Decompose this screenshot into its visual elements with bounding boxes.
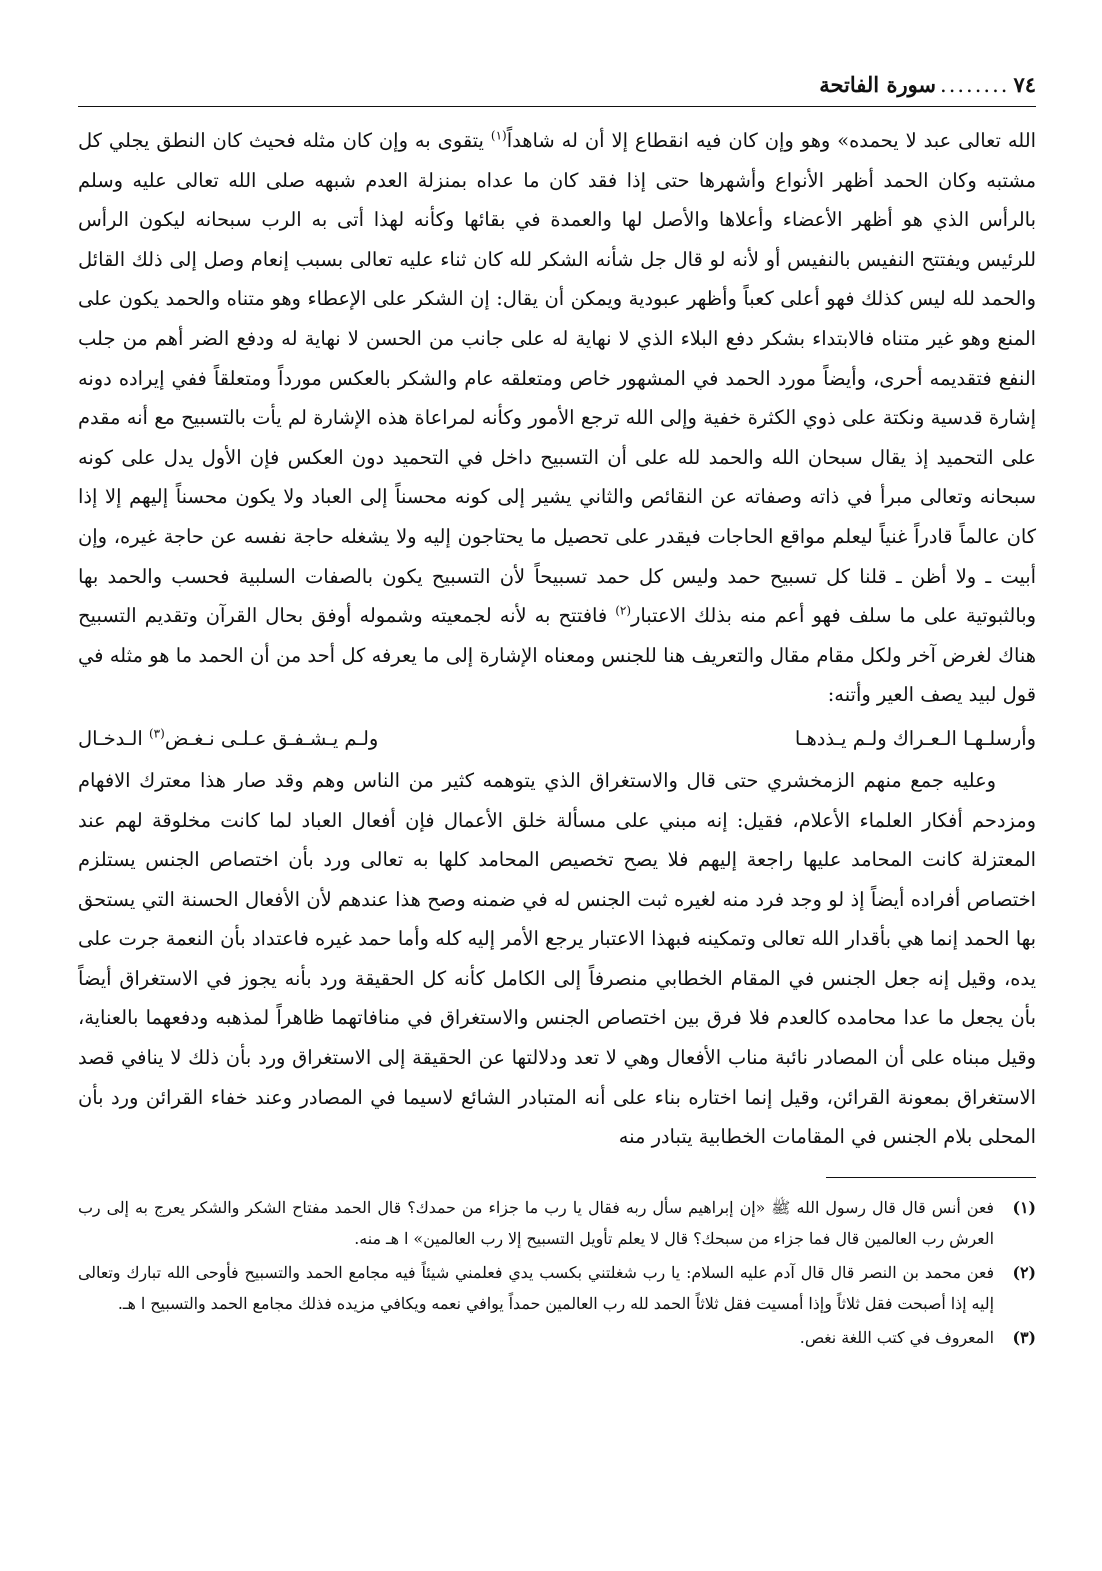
footnote [78, 1322, 1036, 1353]
surah-title: سورة الفاتحة [819, 72, 937, 97]
footnote-number: (١) [1012, 1197, 1036, 1217]
footnote-separator [826, 1177, 1036, 1178]
verse-text: ولـم يـشـفـق عـلـى نـغـض [164, 726, 379, 750]
paragraph: وعليه جمع منهم الزمخشري حتى قال والاستغراق الذي يتوهمه كثير من الناس وهم وقد صار هذا معترك الافهام ومزدحم أفكار العلماء الأعلام، فقيل: إنه مبني على مسألة خلق الأعمال فإن أفعال العباد لما كانت مخلوقة لهم عند المعتزلة كانت المحامد عليها راجعة إليهم فلا يصح تخصيص المحامد كلها به تعالى ورد بأن اختصاص الجنس يستلزم اختصاص أفراده أيضاً إذ لو وجد فرد منه لغيره ثبت الجنس له في ضمنه وصح هذا عندهم لأن الأفعال الحسنة التي يستحق بها الحمد إنما هي بأقدار الله تعالى وتمكينه فبهذا الاعتبار يرجع الأمر إليه كله وأما حمد غيره فاعتداد بأن النعمة جرت على يده، وقيل إنه جعل الجنس في المقام الخطابي منصرفاً إلى الكامل كأنه كل الحقيقة ورد بأنه يجوز في الاستغراق أيضاً بأن يجعل ما عدا محامده كالعدم فلا فرق بين اختصاص الجنس والاستغراق في منافاتهما ظاهراً لمذهبه ودفعهما بالعناية، وقيل مبناه على أن المصادر نائبة مناب الأفعال وهي لا تعد ودلالتها عن الحقيقة إلى الاستغراق ورد بأن ذلك لا ينافي قصد الاستغراق بمعونة القرائن، وقيل إنما اختاره بناء على أنه المتبادر الشائع لاسيما في المصادر وعند خفاء القرائن ورد بأن المحلى بلام الجنس في المقامات الخطابية يتبادر منه [78, 768, 1036, 1149]
paragraph-text: فافتتح به لأنه لجمعيته وشموله أوفق بحال القرآن وتقديم التسبيح هناك لغرض آخر ولكل مقام مقال والتعريف هنا للجنس ومعناه الإشارة إلى ما يعرفه كل أحد من أن الحمد ما هو مثله في قول لبيد يصف العير وأتنه: [78, 604, 1036, 707]
paragraph-text: يتقوى به وإن كان مثله فحيث كان النطق يجلي كل مشتبه وكان الحمد أظهر الأنواع وأشهرها حتى إذا فقد كان ما عداه بمنزلة العدم شبهه صلى الله تعالى عليه وسلم بالرأس الذي هو أظهر الأعضاء وأعلاها والأصل لها والعمدة في بقائها وكأنه لهذا أتى به الرب سبحانه ليكون الرأس للرئيس ويفتتح النفيس بالنفيس أو لأنه لو قال جل شأنه الشكر لله كان ثناء عليه تعالى بسبب إنعام وصل إلى ذلك القائل والحمد لله ليس كذلك فهو أعلى كعباً وأظهر عبودية ويمكن أن يقال: إن الشكر على الإعطاء وهو متناه والحمد يكون على المنع وهو غير متناه فالابتداء بشكر دفع البلاء الذي لا نهاية له على جانب من الحسن لا نهاية له ودفع الضر أهم من جلب النفع فتقديمه أحرى، وأيضاً مورد الحمد في المشهور خاص ومتعلقه عام والشكر بالعكس مورداً ومتعلقاً ففي إيراده دونه إشارة قدسية ونكتة على ذوي الكثرة خفية وإلى الله ترجع الأمور وكأنه لمراعاة هذه الإشارة لم يأت بالتسبيح مع أنه مقدم على التحميد إذ يقال سبحان الله والحمد لله على أن التسبيح داخل في التحميد دون العكس فإن الأول يدل على كونه سبحانه وتعالى مبرأ في ذاته وصفاته عن النقائص والثاني يشير إلى كونه محسناً إلى العباد ولا يكون محسناً إليهم إلا إذا كان عالماً قادراً غنياً ليعلم مواقع الحاجات فيقدر على تحصيل ما يحتاجون إليه ولا يشغله حاجة نفسه عن حاجة غيره، وإن أبيت ـ ولا أظن ـ قلنا كل تسبيح حمد وليس كل حمد تسبيحاً لأن التسبيح يكون بالصفات السلبية فحسب والحمد بها وبالثبوتية على ما سلف فهو أعم منه بذلك الاعتبار [78, 129, 1036, 628]
footnote-text: فعن محمد بن النصر قال قال آدم عليه السلام: يا رب شغلتني بكسب يدي فعلمني شيئاً فيه مجامع الحمد والتسبيح فأوحى الله تبارك وتعالى إليه إذا أصبحت فقل ثلاثاً وإذا أمسيت فقل ثلاثاً الحمد لله رب العالمين حمداً يوافي نعمه ويكافي مزيده فذلك مجامع الحمد والتسبيح ا هـ. [78, 1262, 994, 1313]
page-number: ٧٤ [1013, 72, 1036, 97]
footnote-number: (٢) [1012, 1262, 1036, 1282]
footnotes [78, 1192, 1036, 1353]
poetry-verse [78, 717, 1036, 761]
footnote [78, 1257, 1036, 1319]
verse-first-hemistich: وأرسلـهـا الـعـراك ولـم يـذدهـا [794, 726, 1036, 750]
footnote-text: فعن أنس قال قال رسول الله ﷺ «إن إبراهيم سأل ربه فقال يا رب ما جزاء من حمدك؟ قال الحمد مفتاح الشكر والشكر يعرج به إلى رب العرش رب العالمين قال فما جزاء من سبحك؟ قال لا يعلم تأويل التسبيح إلا رب العالمين» ا هـ منه. [78, 1197, 994, 1248]
paragraph [78, 121, 1036, 715]
main-text [78, 121, 1036, 1157]
footnote-ref-3[interactable]: (٣) [148, 726, 165, 741]
footnote-ref-1[interactable]: (١) [490, 128, 507, 143]
running-header [78, 72, 1036, 107]
footnote-number: (٣) [1012, 1327, 1036, 1347]
footnote [78, 1192, 1036, 1254]
footnote-text: المعروف في كتب اللغة نغص. [799, 1327, 994, 1347]
book-page [78, 72, 1036, 1542]
footnote-ref-2[interactable]: (٢) [615, 603, 632, 618]
header-leader-dots: ........ [940, 73, 1010, 97]
verse-text: الـدخـال [78, 726, 149, 750]
verse-second-hemistich [78, 717, 378, 761]
paragraph-text: الله تعالى عبد لا يحمده» وهو وإن كان فيه انقطاع إلا أن له شاهداً [506, 129, 1036, 152]
